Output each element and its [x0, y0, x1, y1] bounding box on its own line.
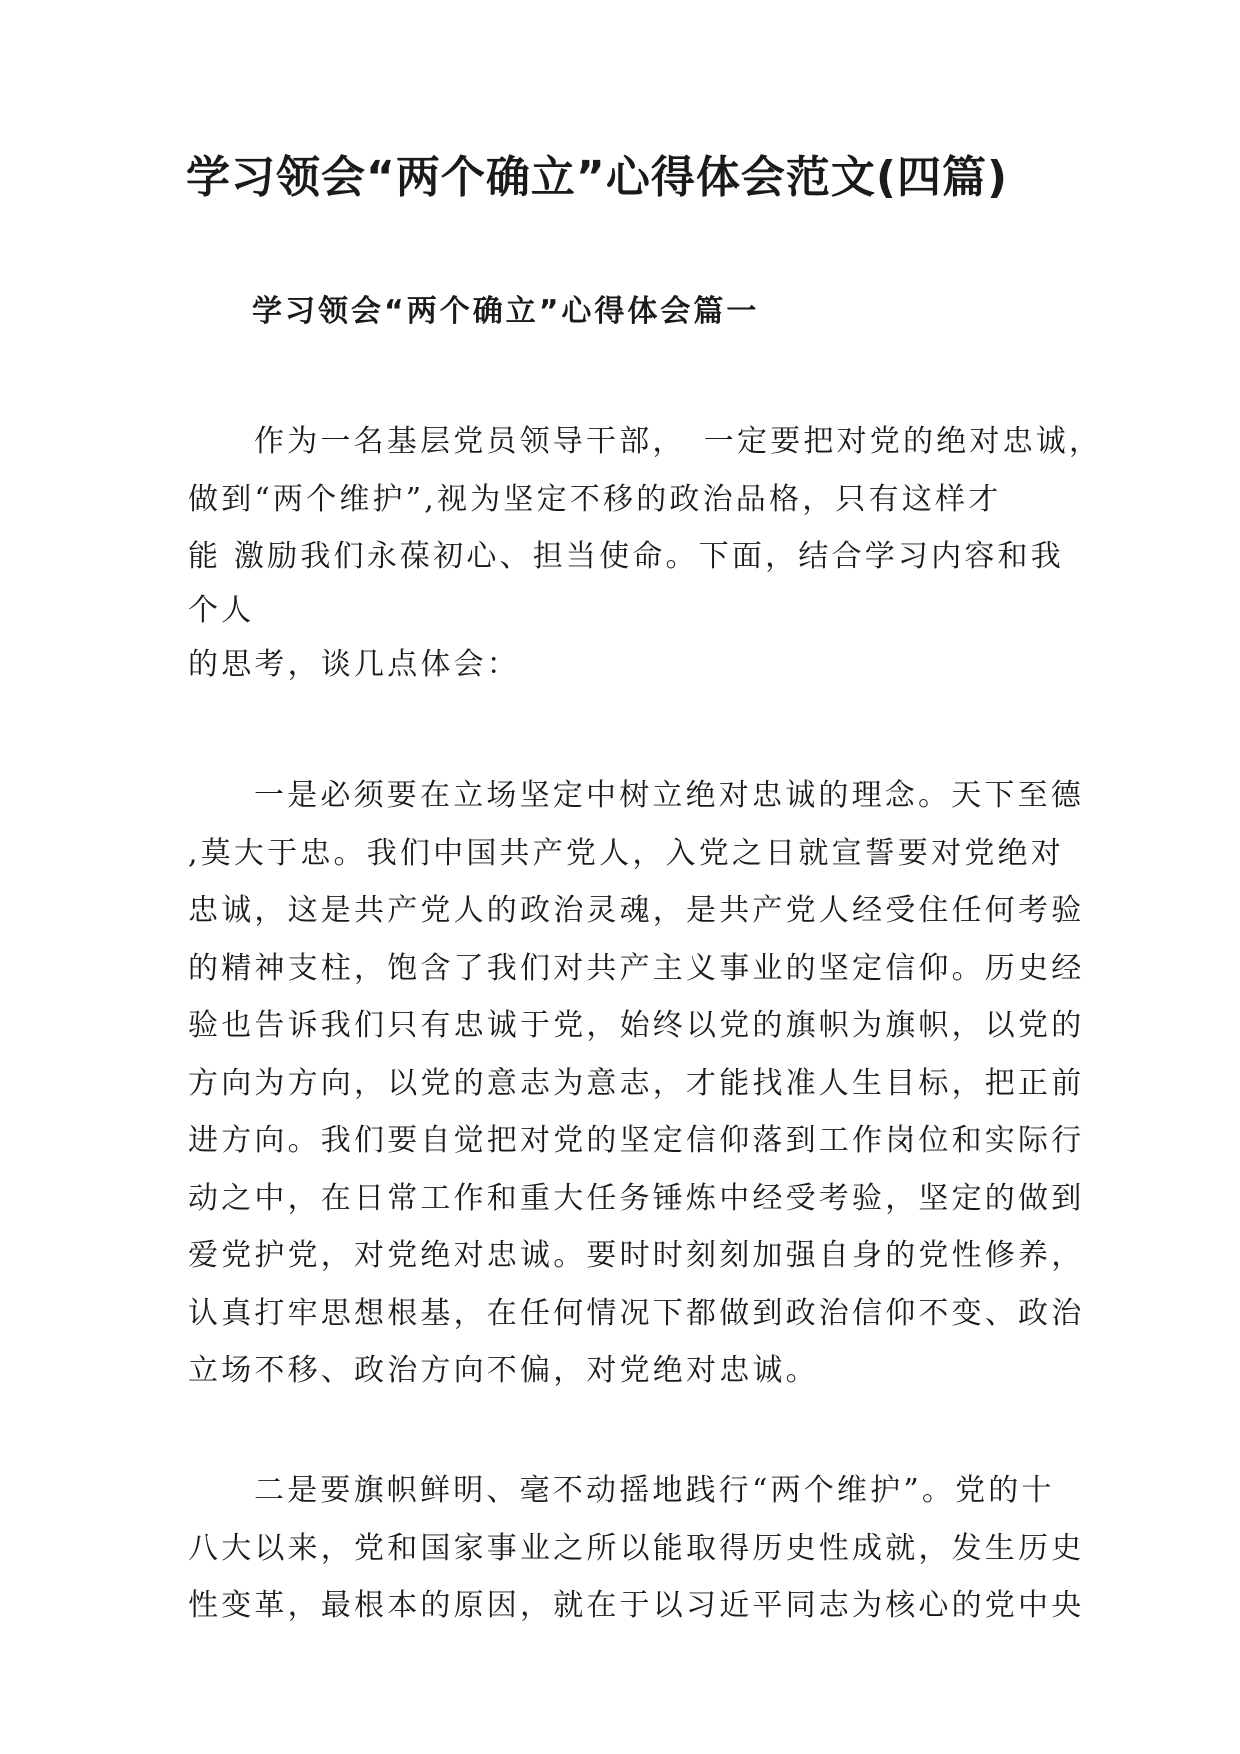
document-title: 学习领会“两个确立”心得体会范文(四篇)	[186, 152, 1009, 203]
paragraph-line: 认真打牢思想根基，在任何情况下都做到政治信仰不变、政治	[188, 1295, 1085, 1331]
section-title: 学习领会“两个确立”心得体会篇一	[252, 294, 760, 329]
paragraph-line: 爱党护党，对党绝对忠诚。要时时刻刻加强自身的党性修养，	[188, 1238, 1085, 1273]
paragraph-line: 忠诚，这是共产党人的政治灵魂，是共产党人经受住任何考验	[188, 893, 1085, 928]
paragraph-point-two	[188, 1462, 1085, 1635]
paragraph-line: 做到“两个维护”,视为坚定不移的政治品格，只有这样才	[188, 481, 1002, 517]
paragraph-line: 动之中，在日常工作和重大任务锤炼中经受考验，坚定的做到	[188, 1180, 1085, 1216]
paragraph-line: 作为一名基层党员领导干部， 一定要把对党的绝对忠诚，	[254, 424, 1103, 459]
paragraph-line: 方向为方向，以党的意志为意志，才能找准人生目标，把正前	[188, 1065, 1085, 1101]
paragraph-line: 二是要旗帜鲜明、毫不动摇地践行“两个维护”。党的十	[254, 1473, 1055, 1508]
paragraph-intro	[188, 413, 1103, 693]
paragraph-line: 能 激励我们永葆初心、担当使命。下面，结合学习内容和我	[188, 539, 1064, 574]
paragraph-line: 性变革，最根本的原因，就在于以习近平同志为核心的党中央	[188, 1588, 1085, 1623]
paragraph-line: 的思考，谈几点体会：	[188, 646, 520, 682]
paragraph-line: 一是必须要在立场坚定中树立绝对忠诚的理念。天下至德	[254, 778, 1084, 813]
paragraph-line: 验也告诉我们只有忠诚于党，始终以党的旗帜为旗帜，以党的	[188, 1008, 1085, 1043]
paragraph-point-one	[188, 767, 1085, 1400]
paragraph-line: 的精神支柱，饱含了我们对共产主义事业的坚定信仰。历史经	[188, 950, 1085, 986]
paragraph-line: 立场不移、政治方向不偏，对党绝对忠诚。	[188, 1353, 819, 1388]
paragraph-line: 八大以来，党和国家事业之所以能取得历史性成就，发生历史	[188, 1530, 1085, 1566]
paragraph-line: 个人	[188, 592, 255, 628]
paragraph-line: ,莫大于忠。我们中国共产党人，入党之日就宣誓要对党绝对	[188, 835, 1064, 871]
paragraph-line: 进方向。我们要自觉把对党的坚定信仰落到工作岗位和实际行	[188, 1123, 1085, 1158]
